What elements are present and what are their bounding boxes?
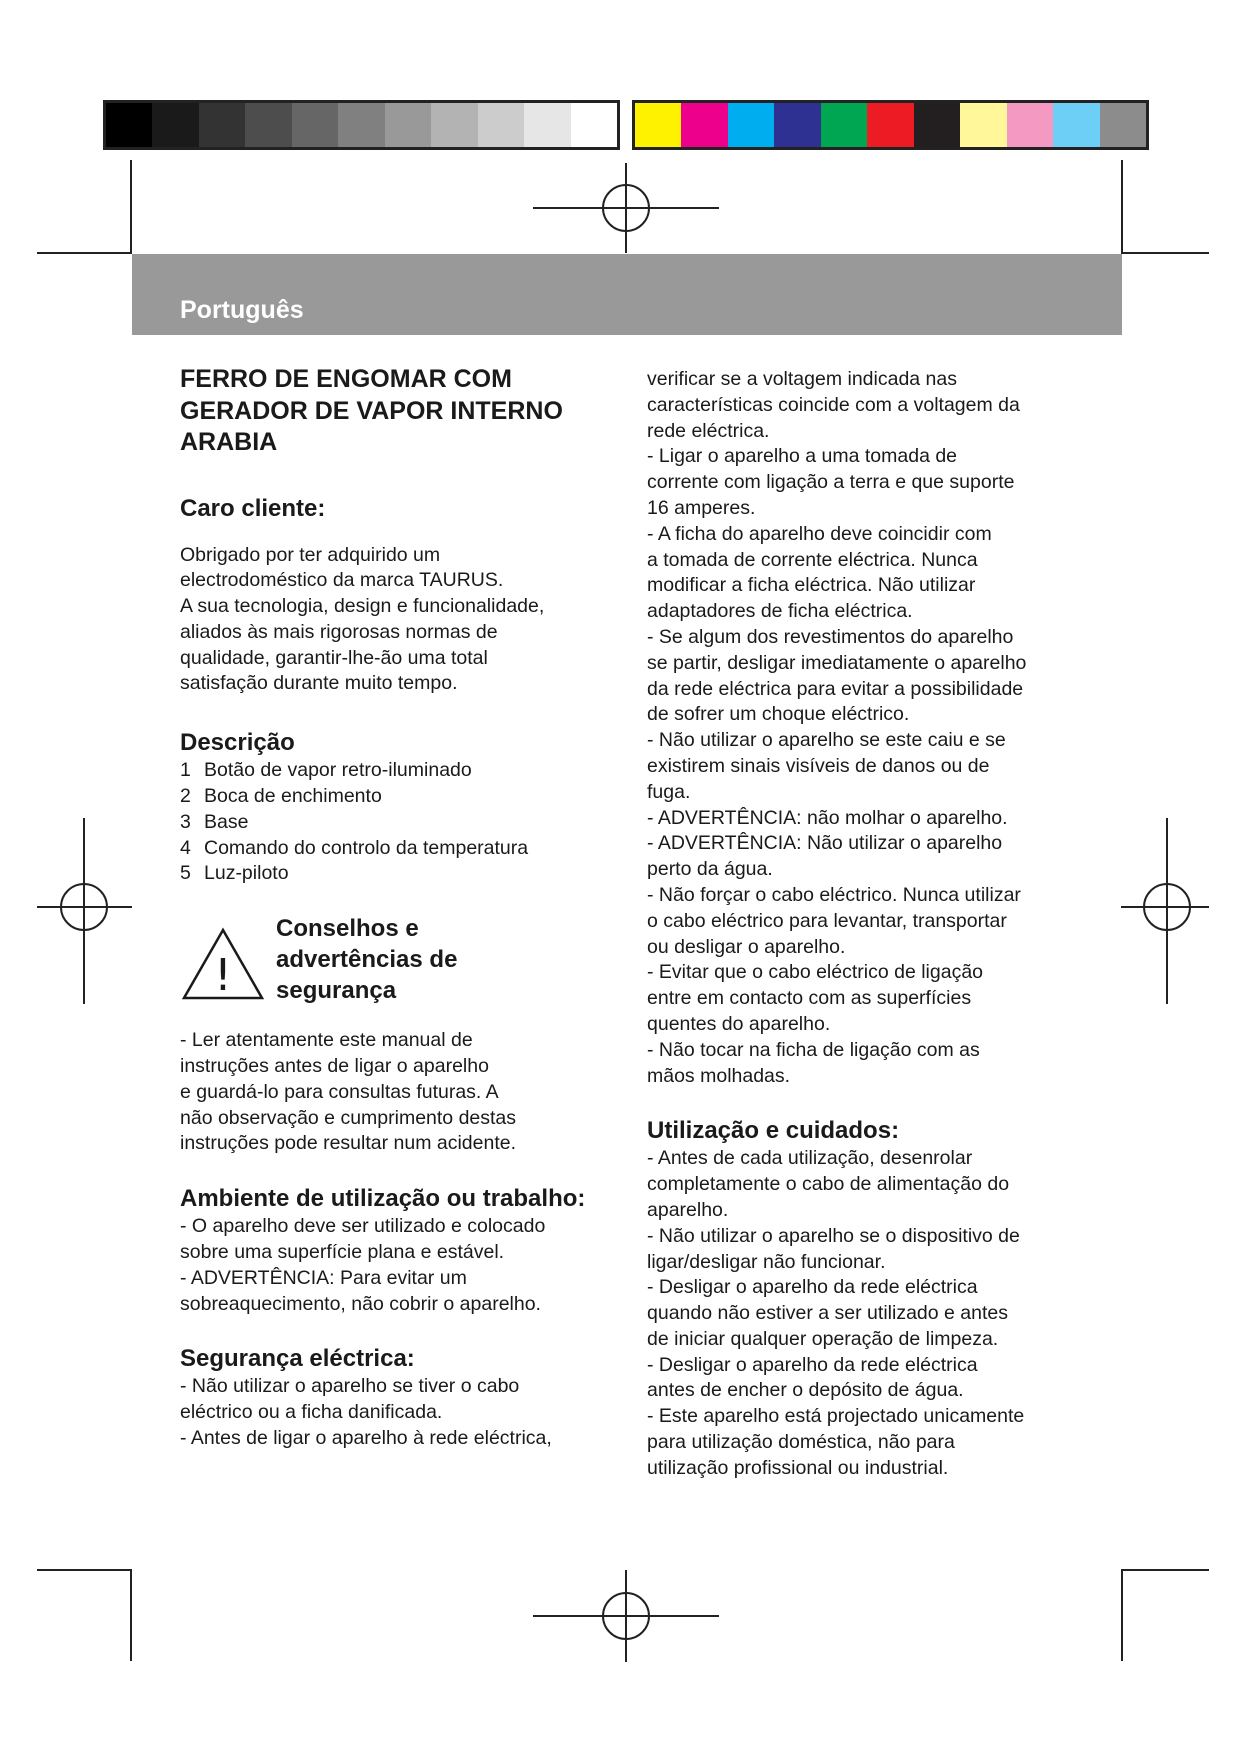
color-swatch — [385, 103, 431, 147]
color-swatch — [821, 103, 867, 147]
grayscale-color-bar — [103, 100, 620, 150]
safety-warning-block — [180, 913, 600, 1006]
electrical-text-part2: verificar se a voltagem indicada nas características coincide com a voltagem da rede eléctrica. - Ligar o aparelho a uma tomada de corrente com ligação a terra e que suporte 16 amperes. - A ficha do aparelho deve coincidir com a tomada de corrente eléctrica. Nunca modificar a ficha eléctrica. Não utilizar adaptadores de ficha eléctrica. - Se algum dos revestimentos do aparelho se partir, desligar imediatamente o aparelho da rede eléctrica para evitar a possibilidade de sofrer um choque eléctrico. - Não utilizar o aparelho se este caiu e se existirem sinais visíveis de danos ou de fuga. - ADVERTÊNCIA: não molhar o aparelho. - ADVERTÊNCIA: Não utilizar o aparelho perto da água. - Não forçar o cabo eléctrico. Nunca utilizar o cabo eléctrico para levantar, transportar ou desligar o aparelho. - Evitar que o cabo eléctrico de ligação entre em contacto com as superfícies quentes do aparelho. - Não tocar na ficha de ligação com as mãos molhadas. — [647, 368, 1027, 1087]
crop-mark — [37, 252, 132, 254]
registration-target — [1143, 883, 1191, 931]
color-swatch — [681, 103, 727, 147]
usage-text: - Antes de cada utilização, desenrolar completamente o cabo de alimentação do aparelho. - Não utilizar o aparelho se o dispositivo de ligar/desligar não funcionar. - Desligar o aparelho da rede eléctrica quando não estiver a ser utilizado e antes de iniciar qualquer operação de limpeza. - Desligar o aparelho da rede eléctrica antes de encher o depósito de água. - Este aparelho está projectado unicamente para utilização doméstica, não para utilização profissional ou industrial. — [647, 1147, 1025, 1479]
language-header-band — [132, 254, 1122, 335]
language-label: Português — [180, 296, 304, 324]
color-swatch — [478, 103, 524, 147]
electrical-text-part1: - Não utilizar o aparelho se tiver o cabo eléctrico ou a ficha danificada. - Antes de ligar o aparelho à rede eléctrica, — [180, 1375, 552, 1450]
crop-mark — [1121, 252, 1209, 254]
registration-target — [60, 883, 108, 931]
color-swatch — [914, 103, 960, 147]
crop-mark — [1121, 1569, 1209, 1571]
svg-text:!: ! — [214, 950, 232, 1002]
document-title: FERRO DE ENGOMAR COM GERADOR DE VAPOR INTERNO ARABIA — [180, 365, 563, 456]
list-item: 1 Botão de vapor retro-iluminado — [180, 759, 472, 782]
process-color-bar — [632, 100, 1149, 150]
safety-text: - Ler atentamente este manual de instruções antes de ligar o aparelho e guardá-lo para consultas futuras. A não observação e cumprimento destas instruções pode resultar num acidente. — [180, 1029, 517, 1155]
list-item: 2 Boca de enchimento — [180, 785, 382, 808]
list-item: 3 Base — [180, 810, 249, 833]
list-item: 4 Comando do controlo da temperatura — [180, 836, 529, 859]
environment-heading: Ambiente de utilização ou trabalho: — [180, 1185, 586, 1213]
left-column — [180, 364, 600, 1452]
list-item: 5 Luz-piloto — [180, 862, 289, 885]
color-swatch — [524, 103, 570, 147]
color-swatch — [292, 103, 338, 147]
warning-triangle-icon — [180, 926, 266, 1002]
description-heading: Descrição — [180, 729, 295, 757]
registration-target — [602, 184, 650, 232]
color-swatch — [245, 103, 291, 147]
crop-mark — [1121, 1569, 1123, 1661]
registration-target — [602, 1592, 650, 1640]
color-swatch — [199, 103, 245, 147]
description-list — [180, 758, 600, 887]
color-swatch — [1100, 103, 1146, 147]
electrical-heading: Segurança eléctrica: — [180, 1345, 415, 1373]
intro-text: Obrigado por ter adquirido um electrodoméstico da marca TAURUS. A sua tecnologia, design e funcionalidade, aliados às mais rigorosas normas de qualidade, garantir-lhe-ão uma total satisfação durante muito tempo. — [180, 543, 545, 695]
color-swatch — [960, 103, 1006, 147]
color-swatch — [635, 103, 681, 147]
color-swatch — [106, 103, 152, 147]
color-swatch — [728, 103, 774, 147]
crop-mark — [130, 160, 132, 252]
color-swatch — [867, 103, 913, 147]
crop-mark — [1121, 160, 1123, 252]
environment-text: - O aparelho deve ser utilizado e colocado sobre uma superfície plana e estável. - ADVERTÊNCIA: Para evitar um sobreaquecimento, não cobrir o aparelho. — [180, 1215, 546, 1315]
color-swatch — [1053, 103, 1099, 147]
right-column — [647, 367, 1087, 1482]
crop-mark — [130, 1569, 132, 1661]
color-swatch — [152, 103, 198, 147]
color-swatch — [1007, 103, 1053, 147]
crop-mark — [37, 1569, 132, 1571]
usage-heading: Utilização e cuidados: — [647, 1117, 900, 1145]
color-swatch — [774, 103, 820, 147]
color-swatch — [338, 103, 384, 147]
greeting-heading: Caro cliente: — [180, 494, 326, 522]
color-swatch — [571, 103, 617, 147]
color-swatch — [431, 103, 477, 147]
safety-heading: Conselhos e advertências de segurança — [276, 915, 458, 1005]
